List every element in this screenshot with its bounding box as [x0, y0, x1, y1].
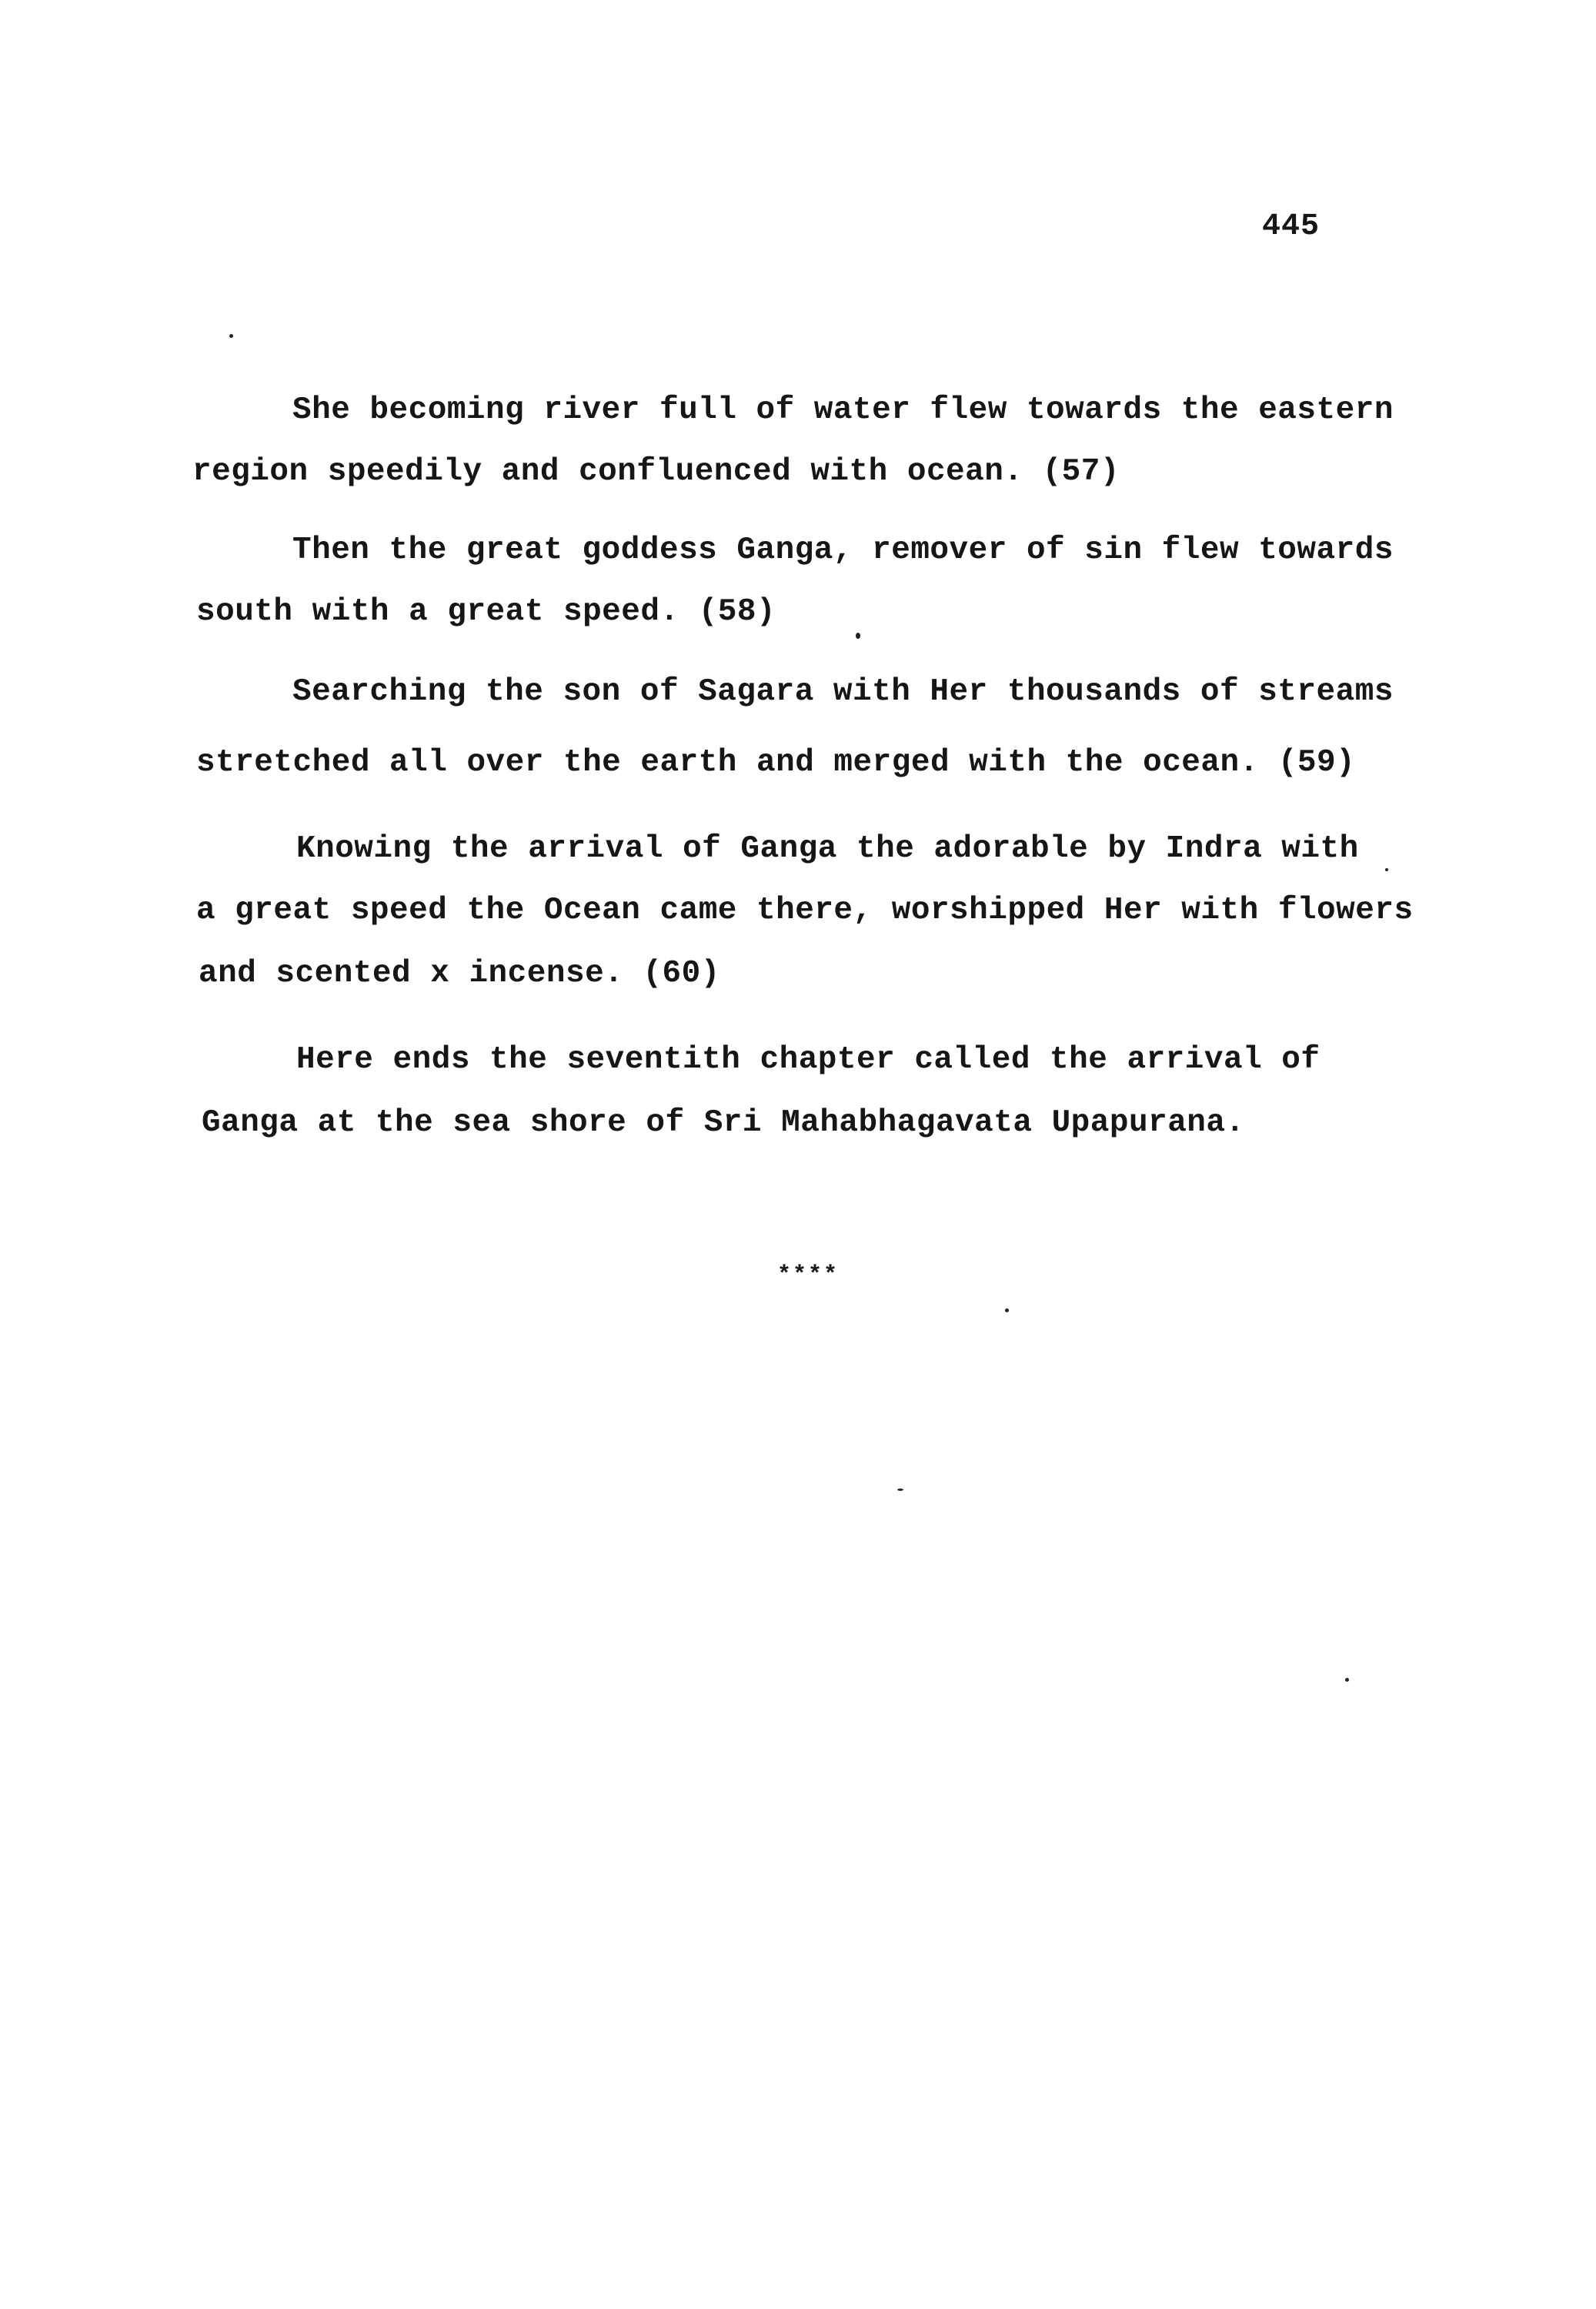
colophon-line-1: Here ends the seventith chapter called the arrival of	[296, 1042, 1321, 1078]
paragraph-57-line-1: She becoming river full of water flew towards the eastern	[292, 393, 1394, 428]
paragraph-58-line-2: south with a great speed. (58)	[196, 594, 776, 630]
paragraph-57-line-2: region speedily and confluenced with ocean. (57)	[192, 454, 1120, 490]
paragraph-60-line-1: Knowing the arrival of Ganga the adorable by Indra with	[296, 831, 1359, 867]
paragraph-60-line-3: and scented x incense. (60)	[199, 956, 720, 991]
scan-speck	[856, 633, 860, 639]
colophon-line-2: Ganga at the sea shore of Sri Mahabhagavata Upapurana.	[202, 1105, 1245, 1141]
scan-speck	[229, 334, 233, 338]
scan-speck	[1385, 868, 1388, 871]
paragraph-59-line-2: stretched all over the earth and merged with the ocean. (59)	[196, 745, 1356, 780]
scan-speck	[1005, 1308, 1009, 1312]
scan-speck	[1345, 1678, 1349, 1682]
paragraph-58-line-1: Then the great goddess Ganga, remover of sin flew towards	[292, 533, 1394, 568]
paragraph-60-line-2: a great speed the Ocean came there, worshipped Her with flowers	[196, 893, 1414, 928]
page-number: 445	[1262, 209, 1321, 244]
end-separator: ****	[777, 1262, 840, 1288]
paragraph-59-line-1: Searching the son of Sagara with Her thousands of streams	[292, 674, 1394, 710]
scan-speck	[897, 1489, 903, 1491]
